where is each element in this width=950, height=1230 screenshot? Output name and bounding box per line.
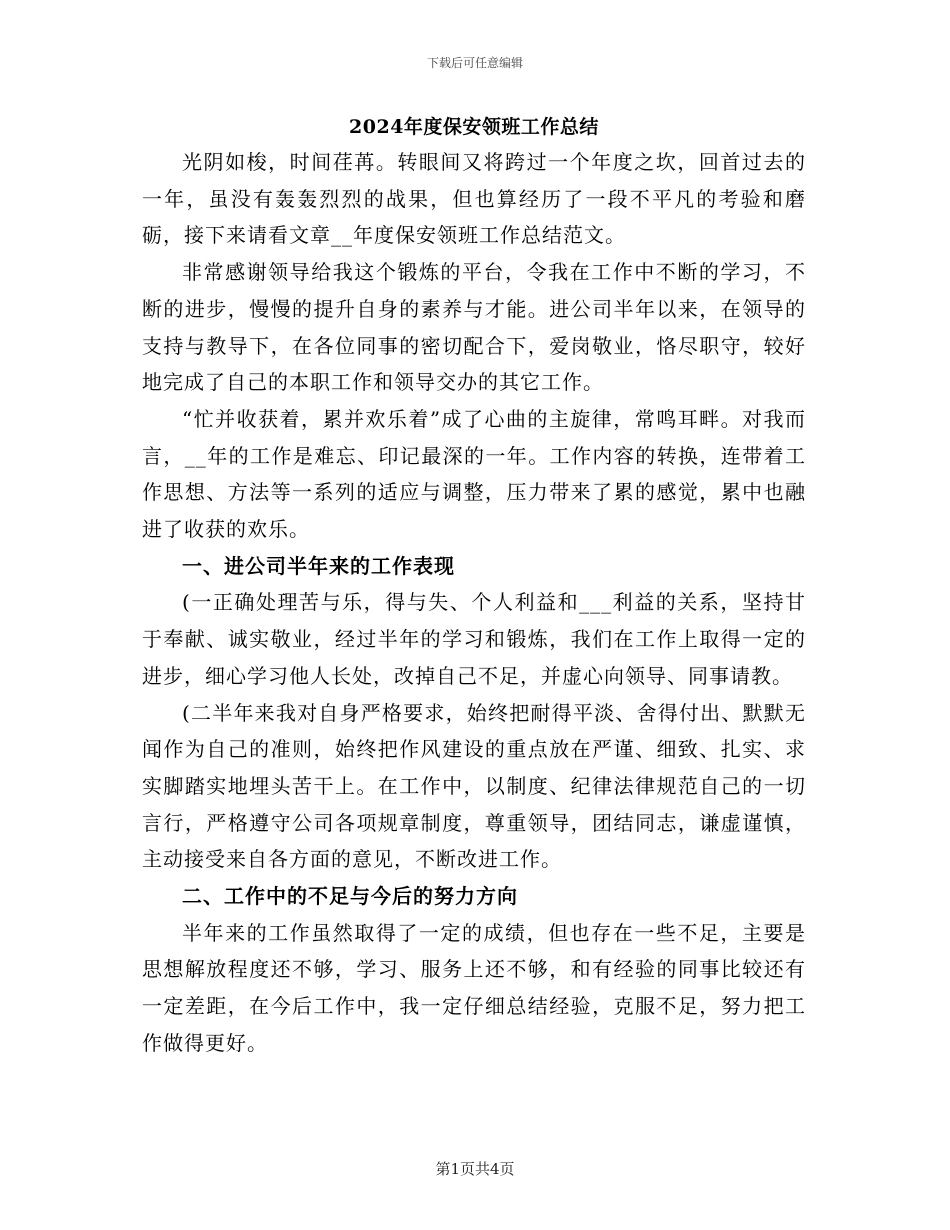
section-1-paragraph-1: (一正确处理苦与乐，得与失、个人利益和___利益的关系，坚持甘于奉献、诚实敬业，经过半年的学习和锻炼，我们在工作上取得一定的进步，细心学习他人长处，改掉自己不足，并虚心向领导、同事请教。 [142,590,806,688]
header-note: 下载后可任意编辑 [426,56,523,70]
document-body [142,112,806,1062]
document-title: 2024年度保安领班工作总结 [349,116,599,138]
intro-paragraph-1: 光阴如梭，时间荏苒。转眼间又将跨过一个年度之坎，回首过去的一年，虽没有轰轰烈烈的战果，但也算经历了一段不平凡的考验和磨砺，接下来请看文章__年度保安领班工作总结范文。 [142,150,806,248]
section-2-paragraph-1: 半年来的工作虽然取得了一定的成绩，但也存在一些不足，主要是思想解放程度还不够，学习、服务上还不够，和有经验的同事比较还有一定差距，在今后工作中，我一定仔细总结经验，克服不足，努力把工作做得更好。 [142,920,806,1055]
page-number-footer: 第1页共4页 [435,1160,515,1178]
intro-paragraph-3: “忙并收获着，累并欢乐着”成了心曲的主旋律，常鸣耳畔。对我而言，__年的工作是难忘、印记最深的一年。工作内容的转换，连带着工作思想、方法等一系列的适应与调整，压力带来了累的感觉，累中也融进了收获的欢乐。 [142,406,806,542]
intro-paragraph-2: 非常感谢领导给我这个锻炼的平台，令我在工作中不断的学习，不断的进步，慢慢的提升自身的素养与才能。进公司半年以来，在领导的支持与教导下，在各位同事的密切配合下，爱岗敬业，恪尽职守，较好地完成了自己的本职工作和领导交办的其它工作。 [142,260,806,395]
section-1-paragraph-2: (二半年来我对自身严格要求，始终把耐得平淡、舍得付出、默默无闻作为自己的准则，始终把作风建设的重点放在严谨、细致、扎实、求实脚踏实地埋头苦干上。在工作中，以制度、纪律法律规范自己的一切言行，严格遵守公司各项规章制度，尊重领导，团结同志，谦虚谨慎，主动接受来自各方面的意见，不断改进工作。 [142,700,806,872]
section-2-heading: 二、工作中的不足与今后的努力方向 [182,884,518,909]
section-1-heading: 一、进公司半年来的工作表现 [182,553,455,578]
